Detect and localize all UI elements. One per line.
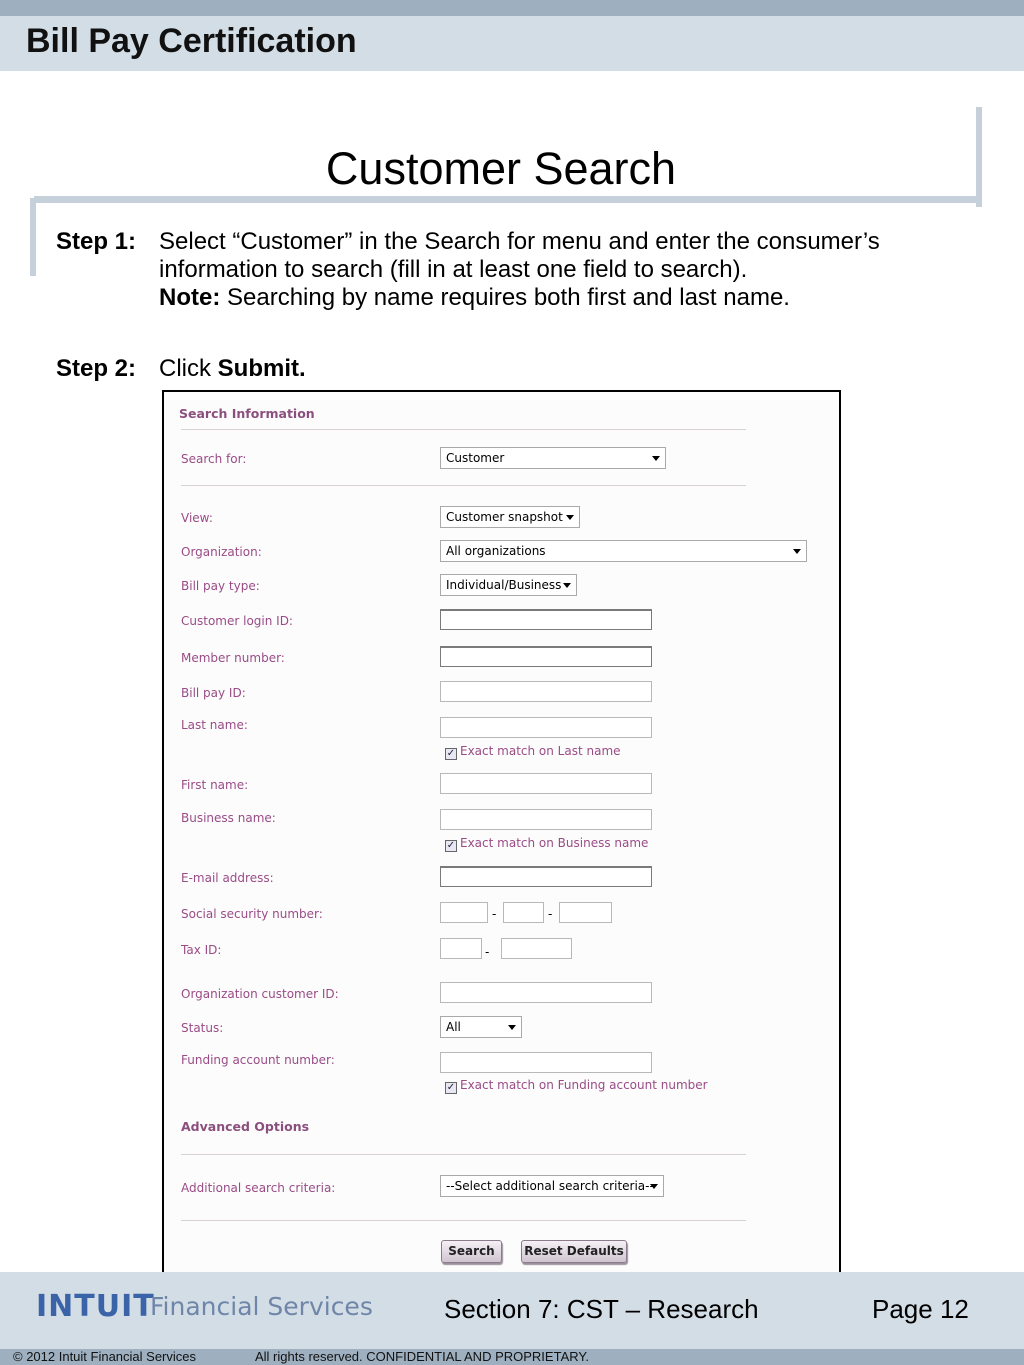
exact-last-name-checkbox-row[interactable] xyxy=(445,744,621,760)
rights-notice: All rights reserved. CONFIDENTIAL AND PROPRIETARY. xyxy=(255,1349,589,1364)
bill-pay-type-label: Bill pay type: xyxy=(181,579,260,593)
reset-defaults-button[interactable]: Reset Defaults xyxy=(521,1240,627,1263)
last-name-input[interactable] xyxy=(440,717,652,738)
exact-last-name-checkbox[interactable]: ✓ xyxy=(446,748,456,759)
separator xyxy=(181,485,746,486)
copyright: © 2012 Intuit Financial Services xyxy=(13,1349,197,1364)
step1-text xyxy=(159,228,979,312)
bill-pay-id-label: Bill pay ID: xyxy=(181,686,246,700)
bill-pay-id-input[interactable] xyxy=(440,681,652,702)
customer-login-id-label: Customer login ID: xyxy=(181,614,293,628)
page-number: Page 12 xyxy=(872,1294,969,1324)
logo-brand: INTUIT xyxy=(36,1289,155,1324)
ssn-part3-input[interactable] xyxy=(559,902,612,923)
chevron-down-icon xyxy=(566,515,574,520)
intuit-financial-services-logo xyxy=(36,1283,376,1327)
customer-login-id-input[interactable] xyxy=(440,609,652,630)
step2-click: Click xyxy=(159,355,218,382)
step2-text xyxy=(159,355,979,383)
organization-value: All organizations xyxy=(446,544,546,558)
tax-id-label: Tax ID: xyxy=(181,943,222,957)
search-for-select[interactable] xyxy=(440,447,666,469)
additional-criteria-label: Additional search criteria: xyxy=(181,1181,336,1195)
first-name-input[interactable] xyxy=(440,773,652,794)
logo-text: Financial Services xyxy=(150,1292,373,1321)
chevron-down-icon xyxy=(563,583,571,588)
separator xyxy=(181,1154,746,1155)
ssn-label: Social security number: xyxy=(181,907,323,921)
chevron-down-icon xyxy=(793,549,801,554)
business-name-input[interactable] xyxy=(440,809,652,830)
bill-pay-type-value: Individual/Business xyxy=(446,578,562,592)
search-for-label: Search for: xyxy=(181,452,247,466)
chevron-down-icon xyxy=(650,1184,658,1189)
tax-id-part1-input[interactable] xyxy=(440,938,482,959)
first-name-label: First name: xyxy=(181,778,249,792)
header-title: Bill Pay Certification xyxy=(26,22,357,60)
chevron-down-icon xyxy=(652,456,660,461)
view-label: View: xyxy=(181,511,213,525)
search-form-screenshot xyxy=(162,390,841,1280)
note-label: Note: xyxy=(159,284,221,311)
exact-funding-account-label: Exact match on Funding account number xyxy=(460,1078,708,1092)
note-text: Searching by name requires both first and last name. xyxy=(220,284,790,311)
ssn-part2-input[interactable] xyxy=(503,902,544,923)
title-frame-bottom xyxy=(34,196,982,203)
step1-line2: information to search (fill in at least one field to search). xyxy=(159,256,748,283)
chevron-down-icon xyxy=(508,1025,516,1030)
top-strip xyxy=(0,0,1024,16)
exact-business-name-checkbox[interactable]: ✓ xyxy=(446,840,456,851)
status-label: Status: xyxy=(181,1021,224,1035)
organization-select[interactable] xyxy=(440,540,807,562)
last-name-label: Last name: xyxy=(181,718,248,732)
exact-funding-account-checkbox-row[interactable] xyxy=(445,1078,708,1094)
exact-business-name-checkbox-row[interactable] xyxy=(445,836,648,852)
business-name-label: Business name: xyxy=(181,811,276,825)
advanced-options-title: Advanced Options xyxy=(181,1119,310,1134)
page-title: Customer Search xyxy=(325,143,677,194)
email-address-label: E-mail address: xyxy=(181,871,274,885)
separator xyxy=(181,1220,746,1221)
org-customer-id-input[interactable] xyxy=(440,982,652,1003)
step1-label: Step 1: xyxy=(56,228,137,255)
exact-funding-account-checkbox[interactable]: ✓ xyxy=(446,1082,456,1093)
exact-business-name-label: Exact match on Business name xyxy=(460,836,649,850)
search-button[interactable]: Search xyxy=(441,1240,502,1263)
exact-last-name-label: Exact match on Last name xyxy=(460,744,621,758)
bill-pay-type-select[interactable] xyxy=(440,574,577,596)
view-value: Customer snapshot xyxy=(446,510,563,524)
footer-section: Section 7: CST – Research xyxy=(444,1294,759,1324)
search-information-title: Search Information xyxy=(179,406,315,421)
status-select[interactable] xyxy=(440,1016,522,1038)
status-value: All xyxy=(446,1020,461,1034)
email-address-input[interactable] xyxy=(440,866,652,887)
org-customer-id-label: Organization customer ID: xyxy=(181,987,339,1001)
step1-line1: Select “Customer” in the Search for menu and enter the consumer’s xyxy=(159,228,880,255)
tax-id-dash: - xyxy=(485,945,490,959)
organization-label: Organization: xyxy=(181,545,262,559)
step1-note xyxy=(159,284,979,312)
ssn-part1-input[interactable] xyxy=(440,902,488,923)
additional-criteria-select[interactable] xyxy=(440,1175,664,1197)
ssn-dash: - xyxy=(492,907,497,921)
title-frame-left xyxy=(30,198,36,276)
separator xyxy=(181,429,746,430)
additional-criteria-value: --Select additional search criteria-- xyxy=(446,1179,654,1193)
funding-account-label: Funding account number: xyxy=(181,1053,335,1067)
ssn-dash: - xyxy=(548,907,553,921)
member-number-input[interactable] xyxy=(440,646,652,667)
step2-submit: Submit. xyxy=(217,355,306,382)
step2-label: Step 2: xyxy=(56,355,137,382)
tax-id-part2-input[interactable] xyxy=(501,938,572,959)
member-number-label: Member number: xyxy=(181,651,285,665)
funding-account-input[interactable] xyxy=(440,1052,652,1073)
view-select[interactable] xyxy=(440,506,580,528)
search-for-value: Customer xyxy=(446,451,505,465)
